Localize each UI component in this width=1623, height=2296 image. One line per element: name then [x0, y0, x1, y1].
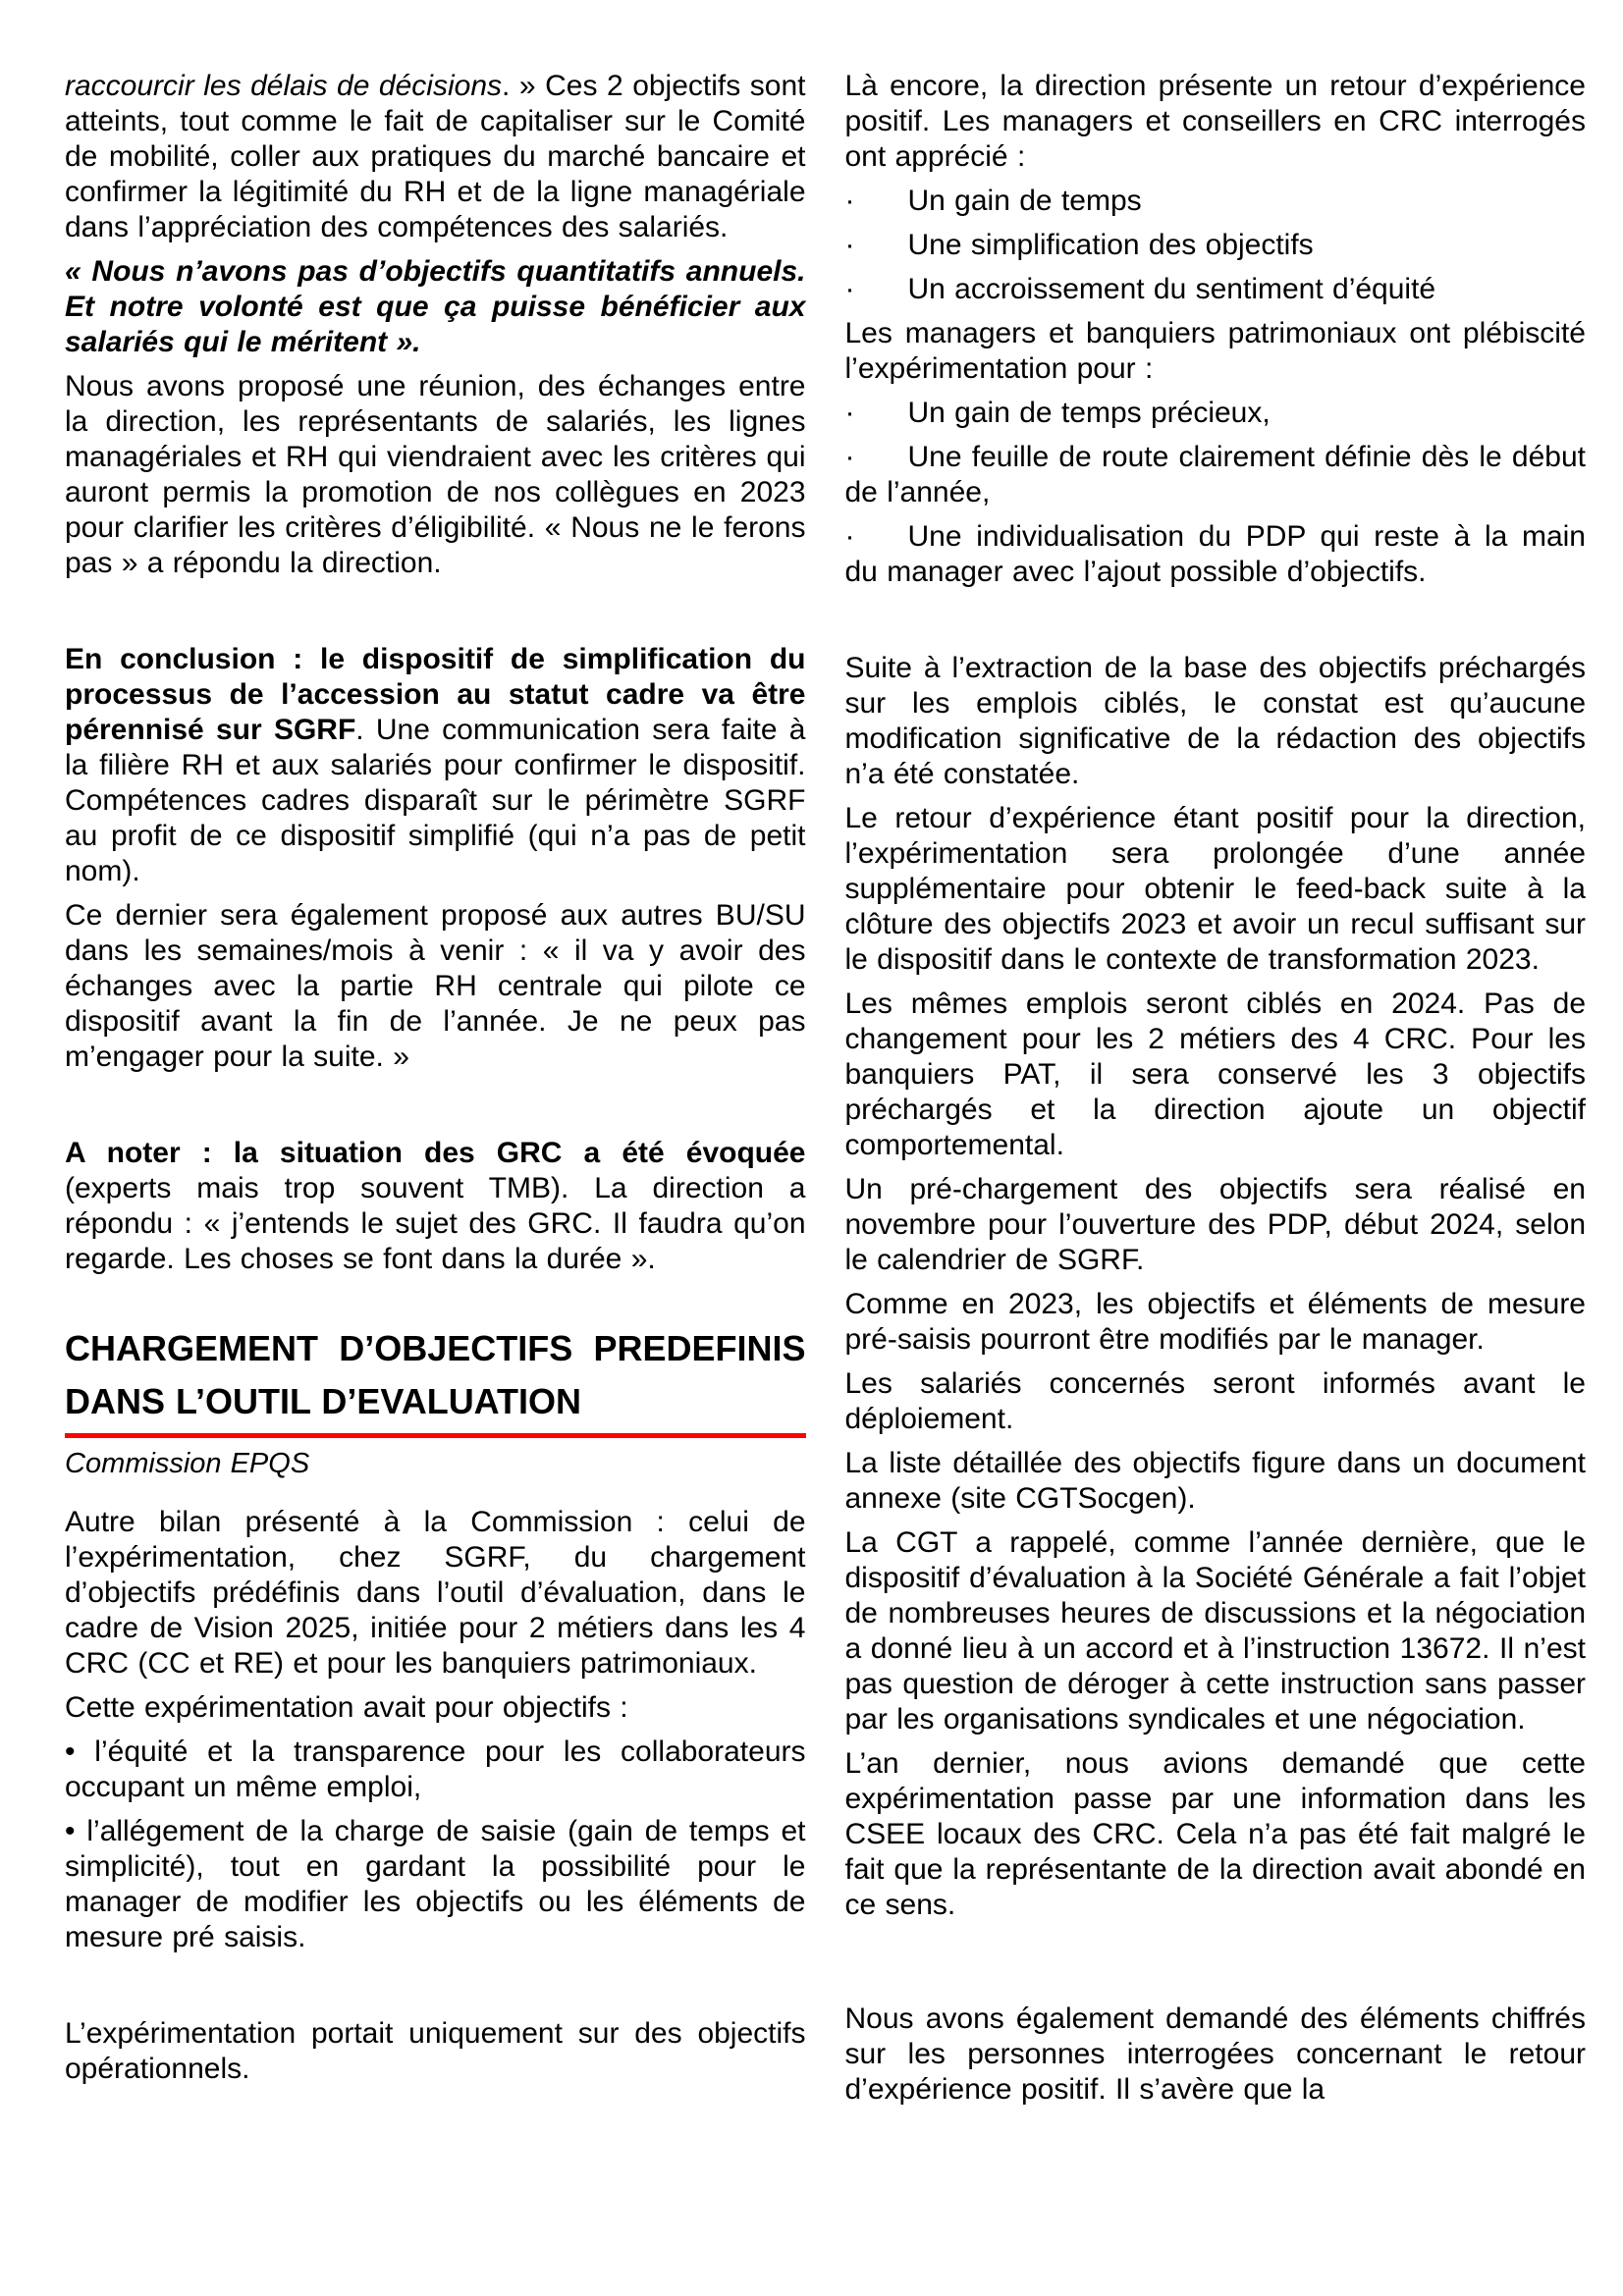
paragraph [65, 1690, 806, 1726]
paragraph [845, 1172, 1587, 1278]
bullet-item [845, 272, 1587, 307]
text-run: Un pré-chargement des objectifs sera réalisé en novembre pour l’ouverture des PDP, début 2024, selon le calendrier de SGRF. [844, 1173, 1586, 1276]
paragraph [845, 801, 1587, 978]
text-run: • l’équité et la transparence pour les collaborateurs occupant un même emploi, [65, 1735, 806, 1803]
paragraph [65, 254, 806, 360]
text-run: Cette expérimentation avait pour objectifs : [65, 1691, 628, 1724]
paragraph [845, 1287, 1587, 1358]
text-run: Le retour d’expérience étant positif pour la direction, l’expérimentation sera prolongée d’une année supplémentaire pour obtenir le feed-back suite à la clôture des objectifs 2023 et avoir un recul suffisant sur le dispositif dans le contexte de transformation 2023. [844, 802, 1586, 976]
text-run: Les mêmes emplois seront ciblés en 2024. Pas de changement pour les 2 métiers des 4 CRC. Pour les banquiers PAT, il sera conservé les 3 objectifs préchargés et la direction ajoute un objectif comportemental. [844, 988, 1586, 1161]
bullet-item [845, 184, 1587, 219]
paragraph [65, 898, 806, 1075]
text-run: (experts mais trop souvent TMB). La direction a répondu : « j’entends le sujet des GRC. Il faudra qu’on regarde. Les choses se font dans la durée ». [65, 1172, 806, 1275]
paragraph [65, 1735, 806, 1805]
paragraph [65, 642, 806, 889]
text-run: En conclusion : le dispositif de simplification du processus de l’accession au statut cadre va être pérennisé sur SGRF [65, 643, 806, 746]
bullet-dot-icon: · [844, 397, 855, 429]
bullet-item [845, 440, 1587, 510]
text-run: Nous avons également demandé des éléments chiffrés sur les personnes interrogées concernant le retour d’expérience positif. Il s’avère que la [844, 2002, 1586, 2106]
bullet-dot-icon: · [844, 520, 855, 553]
text-run: A noter : la situation des GRC a été évoquée [65, 1137, 806, 1169]
paragraph [845, 1366, 1587, 1437]
bullet-dot-icon: · [844, 273, 855, 305]
bullet-dot-icon: · [844, 229, 855, 261]
text-run: Un gain de temps [907, 185, 1142, 217]
text-run: Les salariés concernés seront informés avant le déploiement. [844, 1367, 1586, 1435]
text-run: La liste détaillée des objectifs figure dans un document annexe (site CGTSocgen). [844, 1447, 1586, 1515]
text-run: • l’allégement de la charge de saisie (gain de temps et simplicité), tout en gardant la possibilité pour le manager de modifier les objectifs ou les éléments de mesure pré saisis. [65, 1815, 806, 1953]
section-heading-line: DANS L’OUTIL D’EVALUATION [65, 1381, 582, 1421]
text-run: Ce dernier sera également proposé aux autres BU/SU dans les semaines/mois à venir : « il va y avoir des échanges avec la partie RH centrale qui pilote ce dispositif avant la fin de l’année. Je ne peux pas m’engager pour la suite. » [65, 899, 806, 1073]
text-run: Les managers et banquiers patrimoniaux ont plébiscité l’expérimentation pour : [844, 317, 1586, 385]
text-run: . » Ces 2 objectifs sont atteints, tout comme le fait de capitaliser sur le Comité de mobilité, coller aux pratiques du marché bancaire et confirmer la légitimité du RH et de la ligne managériale dans l’appréciation des compétences des salariés. [65, 70, 806, 243]
section-heading-line: CHARGEMENT D’OBJECTIFS PREDEFINIS [65, 1328, 806, 1368]
text-run: . Une communication sera faite à la filière RH et aux salariés pour confirmer le dispositif. Compétences cadres disparaît sur le périmètre SGRF au profit de ce dispositif simplifié (qui n’a pas de petit nom). [65, 714, 806, 887]
section-heading [65, 1322, 806, 1428]
text-run: Nous avons proposé une réunion, des échanges entre la direction, les représentants de salariés, les lignes managériales et RH qui viendraient avec les critères qui auront permis la promotion de nos collègues en 2023 pour clarifier les critères d’éligibilité. « Nous ne le ferons pas » a répondu la direction. [65, 370, 806, 579]
paragraph [65, 69, 806, 245]
paragraph [845, 2002, 1587, 2108]
paragraph [845, 987, 1587, 1163]
text-run: Une feuille de route clairement définie dès le début de l’année, [844, 441, 1586, 508]
paragraph [65, 1814, 806, 1955]
section-heading-underline [65, 1433, 806, 1438]
paragraph [845, 316, 1587, 387]
paragraph [65, 1505, 806, 1682]
bullet-item [845, 228, 1587, 263]
paragraph [845, 1446, 1587, 1517]
text-run: raccourcir les délais de décisions [65, 70, 502, 102]
bullet-item [845, 396, 1587, 431]
paragraph [845, 1525, 1587, 1737]
paragraph [65, 369, 806, 581]
text-run: L’expérimentation portait uniquement sur des objectifs opérationnels. [65, 2017, 806, 2085]
text-run: L’an dernier, nous avions demandé que cette expérimentation passe par une information dans les CSEE locaux des CRC. Cela n’a pas été fait malgré le fait que la représentante de la direction avait abondé en ce sens. [844, 1747, 1586, 1921]
text-run: La CGT a rappelé, comme l’année dernière, que le dispositif d’évaluation à la Société Générale a fait l’objet de nombreuses heures de discussions et la négociation a donné lieu à un accord et à l’instruction 13672. Il n’est pas question de déroger à cette instruction sans passer par les organisations syndicales et une négociation. [844, 1526, 1586, 1735]
bullet-item [845, 519, 1587, 590]
section-subheading: Commission EPQS [65, 1448, 310, 1479]
paragraph [65, 2016, 806, 2087]
right-column [845, 69, 1587, 2116]
text-run: Un gain de temps précieux, [907, 397, 1271, 429]
bullet-dot-icon: · [844, 441, 855, 473]
paragraph [845, 1746, 1587, 1923]
text-run: Suite à l’extraction de la base des objectifs préchargés sur les emplois ciblés, le constat est qu’aucune modification significative de la rédaction des objectifs n’a été constatée. [844, 652, 1586, 790]
bullet-dot-icon: · [844, 185, 855, 217]
left-column [65, 69, 806, 2116]
text-run: Là encore, la direction présente un retour d’expérience positif. Les managers et conseillers en CRC interrogés ont apprécié : [844, 70, 1586, 173]
text-run: « Nous n’avons pas d’objectifs quantitatifs annuels. Et notre volonté est que ça puisse bénéficier aux salariés qui le méritent ». [65, 255, 806, 358]
text-run: Une individualisation du PDP qui reste à la main du manager avec l’ajout possible d’objectifs. [844, 520, 1586, 588]
paragraph [845, 69, 1587, 175]
paragraph [65, 1136, 806, 1277]
paragraph [845, 651, 1587, 792]
text-run: Un accroissement du sentiment d’équité [907, 273, 1436, 305]
text-run: Une simplification des objectifs [907, 229, 1314, 261]
text-run: Autre bilan présenté à la Commission : celui de l’expérimentation, chez SGRF, du chargement d’objectifs prédéfinis dans l’outil d’évaluation, dans le cadre de Vision 2025, initiée pour 2 métiers dans les 4 CRC (CC et RE) et pour les banquiers patrimoniaux. [65, 1506, 806, 1680]
text-run: Comme en 2023, les objectifs et éléments de mesure pré-saisis pourront être modifiés par le manager. [844, 1288, 1586, 1356]
